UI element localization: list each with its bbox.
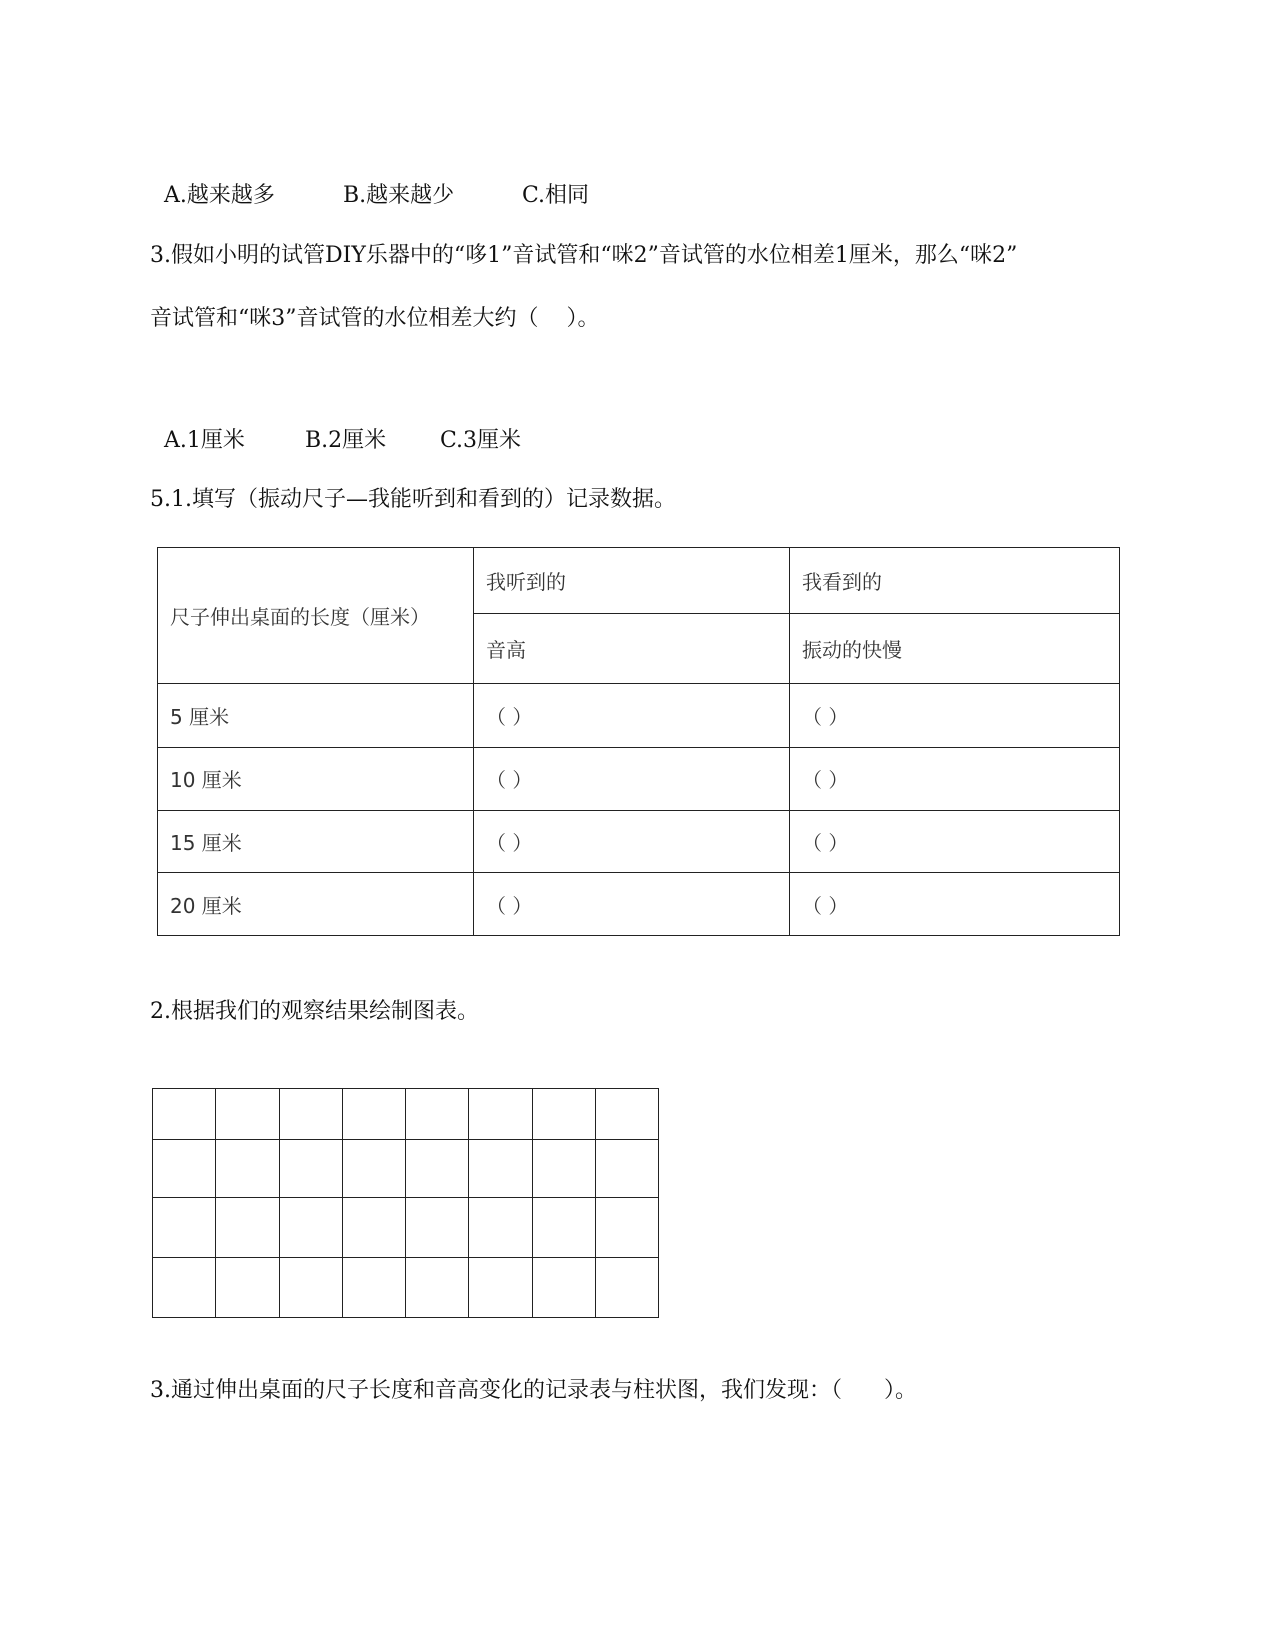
grid-cell xyxy=(279,1139,342,1197)
grid-cell xyxy=(595,1139,658,1197)
grid-cell xyxy=(342,1197,405,1257)
q5-1-title: 5.1.填写（振动尺子—我能听到和看到的）记录数据。 xyxy=(150,487,676,512)
grid-cell xyxy=(216,1089,279,1140)
grid-row xyxy=(153,1089,659,1140)
table-row xyxy=(158,748,1120,811)
row-length: 15 厘米 xyxy=(158,810,474,873)
grid-cell xyxy=(532,1139,595,1197)
grid-cell xyxy=(216,1197,279,1257)
blank-chart-grid xyxy=(152,1088,659,1318)
option-b: B.2厘米 xyxy=(305,428,387,453)
grid-cell xyxy=(279,1089,342,1140)
grid-cell xyxy=(469,1139,532,1197)
row-length: 20 厘米 xyxy=(158,873,474,936)
grid-row xyxy=(153,1139,659,1197)
grid-cell xyxy=(406,1257,469,1317)
row-heard-blank: （ ） xyxy=(474,748,790,811)
grid-cell xyxy=(469,1197,532,1257)
grid-cell xyxy=(595,1197,658,1257)
grid-cell xyxy=(406,1089,469,1140)
grid-cell xyxy=(342,1257,405,1317)
q3-options xyxy=(150,396,521,456)
row-heard-blank: （ ） xyxy=(474,810,790,873)
q2-chart-title: 2.根据我们的观察结果绘制图表。 xyxy=(150,999,479,1024)
option-c: C.相同 xyxy=(522,183,590,208)
option-a: A.越来越多 xyxy=(164,183,275,208)
grid-cell xyxy=(279,1197,342,1257)
row-heard-blank: （ ） xyxy=(474,684,790,748)
grid-row xyxy=(153,1257,659,1317)
row-seen-blank: （ ） xyxy=(790,873,1120,936)
row-heard-blank: （ ） xyxy=(474,873,790,936)
row-length: 5 厘米 xyxy=(158,684,474,748)
grid-cell xyxy=(532,1197,595,1257)
grid-cell xyxy=(595,1089,658,1140)
q2-options xyxy=(150,151,589,211)
subheader-speed: 振动的快慢 xyxy=(790,613,1120,684)
grid-cell xyxy=(469,1089,532,1140)
header-heard: 我听到的 xyxy=(474,548,790,614)
row-seen-blank: （ ） xyxy=(790,810,1120,873)
grid-cell xyxy=(216,1257,279,1317)
grid-cell xyxy=(532,1257,595,1317)
option-b: B.越来越少 xyxy=(343,183,455,208)
row-length: 10 厘米 xyxy=(158,748,474,811)
option-c: C.3厘米 xyxy=(440,428,522,453)
grid-row xyxy=(153,1197,659,1257)
grid-cell xyxy=(153,1197,216,1257)
table-header-row xyxy=(158,548,1120,614)
record-table xyxy=(157,547,1120,936)
subheader-pitch: 音高 xyxy=(474,613,790,684)
grid-cell xyxy=(532,1089,595,1140)
option-a: A.1厘米 xyxy=(164,428,245,453)
grid-cell xyxy=(595,1257,658,1317)
header-seen: 我看到的 xyxy=(790,548,1120,614)
table-row xyxy=(158,810,1120,873)
grid-cell xyxy=(279,1257,342,1317)
q3-final-question: 3.通过伸出桌面的尺子长度和音高变化的记录表与柱状图，我们发现：（ ）。 xyxy=(150,1378,917,1403)
grid-cell xyxy=(469,1257,532,1317)
q3-line-1: 3.假如小明的试管DIY乐器中的“哆1”音试管和“咪2”音试管的水位相差1厘米，那么“咪2” xyxy=(150,243,1018,268)
q3-line-2: 音试管和“咪3”音试管的水位相差大约（ ）。 xyxy=(150,306,600,331)
row-seen-blank: （ ） xyxy=(790,748,1120,811)
grid-cell xyxy=(406,1139,469,1197)
table-row xyxy=(158,684,1120,748)
grid-cell xyxy=(216,1139,279,1197)
row-seen-blank: （ ） xyxy=(790,684,1120,748)
header-length: 尺子伸出桌面的长度（厘米） xyxy=(158,548,474,684)
grid-cell xyxy=(342,1139,405,1197)
grid-cell xyxy=(153,1139,216,1197)
grid-cell xyxy=(153,1089,216,1140)
grid-cell xyxy=(406,1197,469,1257)
grid-cell xyxy=(342,1089,405,1140)
table-row xyxy=(158,873,1120,936)
grid-cell xyxy=(153,1257,216,1317)
